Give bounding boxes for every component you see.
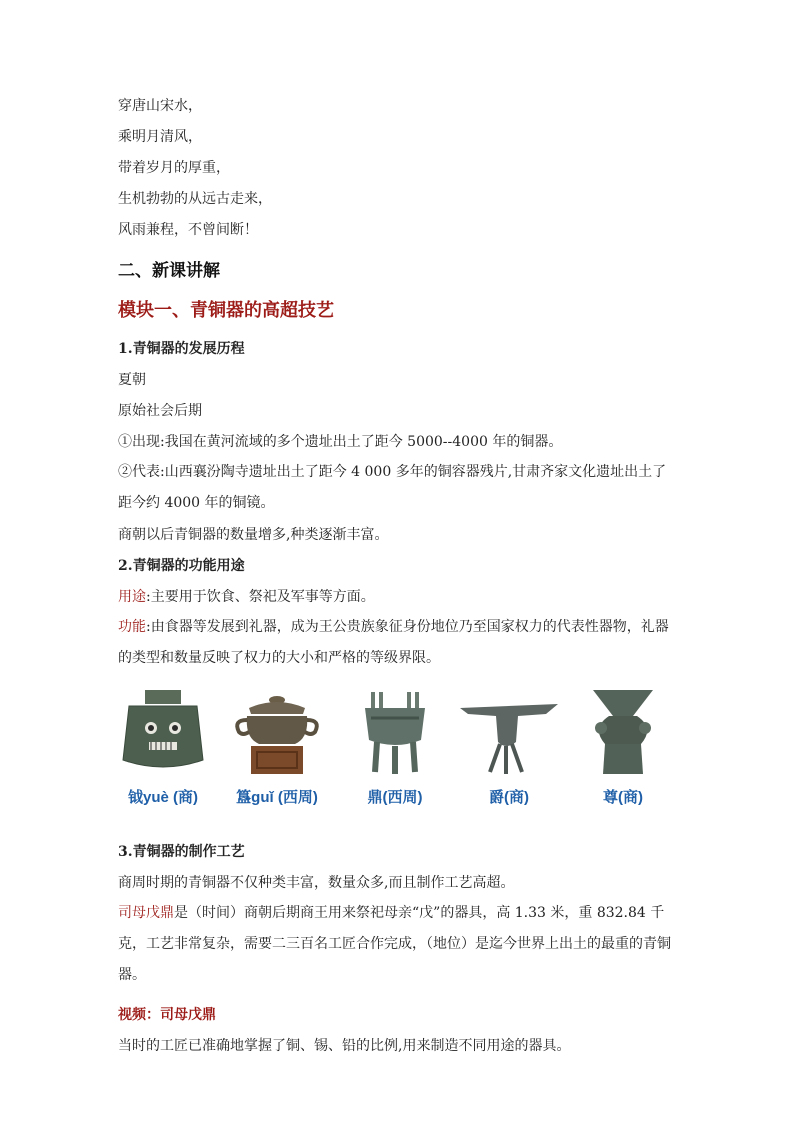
use-label: 用途 <box>118 589 146 605</box>
poem <box>118 96 678 251</box>
paragraph-appearance: ①出现:我国在黄河流域的多个遗址出土了距今 5000--4000 年的铜器。 <box>118 434 563 450</box>
artifact-yue <box>108 688 218 807</box>
function-text: :由食器等发展到礼器，成为王公贵族象征身份地位乃至国家权力的代表性器物，礼器的类型和数量反映了权力的大小和严格的等级界限。 <box>118 619 669 666</box>
gui-vessel-icon <box>229 688 325 776</box>
simuwu-text: 是（时间）商朝后期商王用来祭祀母亲“戊”的器具，高 1.33 米，重 832.84 千克，工艺非常复杂，需要二三百名工匠合作完成，（地位）是迄今世界上出土的最重的青铜器。 <box>118 905 671 983</box>
use-text: :主要用于饮食、祭祀及军事等方面。 <box>146 589 375 605</box>
section-title: 二、新课讲解 <box>118 261 220 281</box>
subheading-function: 2.青铜器的功能用途 <box>118 558 245 574</box>
artifact-label: 鼎(西周) <box>367 789 423 806</box>
ding-cauldron-icon <box>347 688 443 776</box>
artifact-label: 尊(商) <box>603 789 643 806</box>
artifact-gallery <box>108 688 678 838</box>
artifact-gui <box>222 688 332 807</box>
yue-axe-icon <box>115 688 211 776</box>
paragraph-function <box>118 612 678 674</box>
subheading-development: 1.青铜器的发展历程 <box>118 341 245 357</box>
function-label: 功能 <box>118 619 146 635</box>
poem-line: 生机勃勃的从远古走来， <box>118 191 272 207</box>
module-title: 模块一、青铜器的高超技艺 <box>118 300 334 321</box>
paragraph: 当时的工匠已准确地掌握了铜、锡、铅的比例,用来制造不同用途的器具。 <box>118 1038 571 1054</box>
artifact-label: 爵(商) <box>489 789 529 806</box>
simuwu-label: 司母戊鼎 <box>118 905 174 921</box>
artifact-label: 钺yuè (商) <box>127 789 198 806</box>
document-page <box>118 96 678 1067</box>
artifact-ding <box>340 688 450 807</box>
artifact-jue <box>454 688 564 807</box>
artifact-label: 簋guǐ (西周) <box>236 789 318 806</box>
jue-cup-icon <box>454 688 564 776</box>
paragraph: 商朝以后青铜器的数量增多,种类逐渐丰富。 <box>118 527 389 543</box>
paragraph: 原始社会后期 <box>118 403 202 419</box>
poem-line: 带着岁月的厚重， <box>118 160 230 176</box>
video-link[interactable]: 视频：司母戊鼎 <box>118 1007 216 1023</box>
paragraph: 夏朝 <box>118 372 146 388</box>
artifact-zun <box>568 688 678 807</box>
paragraph: 商周时期的青铜器不仅种类丰富，数量众多,而且制作工艺高超。 <box>118 875 515 891</box>
subheading-craft: 3.青铜器的制作工艺 <box>118 844 245 860</box>
paragraph-representative: ②代表:山西襄汾陶寺遗址出土了距今 4 000 多年的铜容器残片,甘肃齐家文化遗址出土了距今约 4000 年的铜镜。 <box>118 464 667 511</box>
poem-line: 乘明月清风， <box>118 129 202 145</box>
paragraph-simuwu <box>118 898 678 991</box>
zun-vase-icon <box>575 688 671 776</box>
poem-line: 穿唐山宋水， <box>118 98 202 114</box>
poem-line: 风雨兼程，不曾间断！ <box>118 222 258 238</box>
